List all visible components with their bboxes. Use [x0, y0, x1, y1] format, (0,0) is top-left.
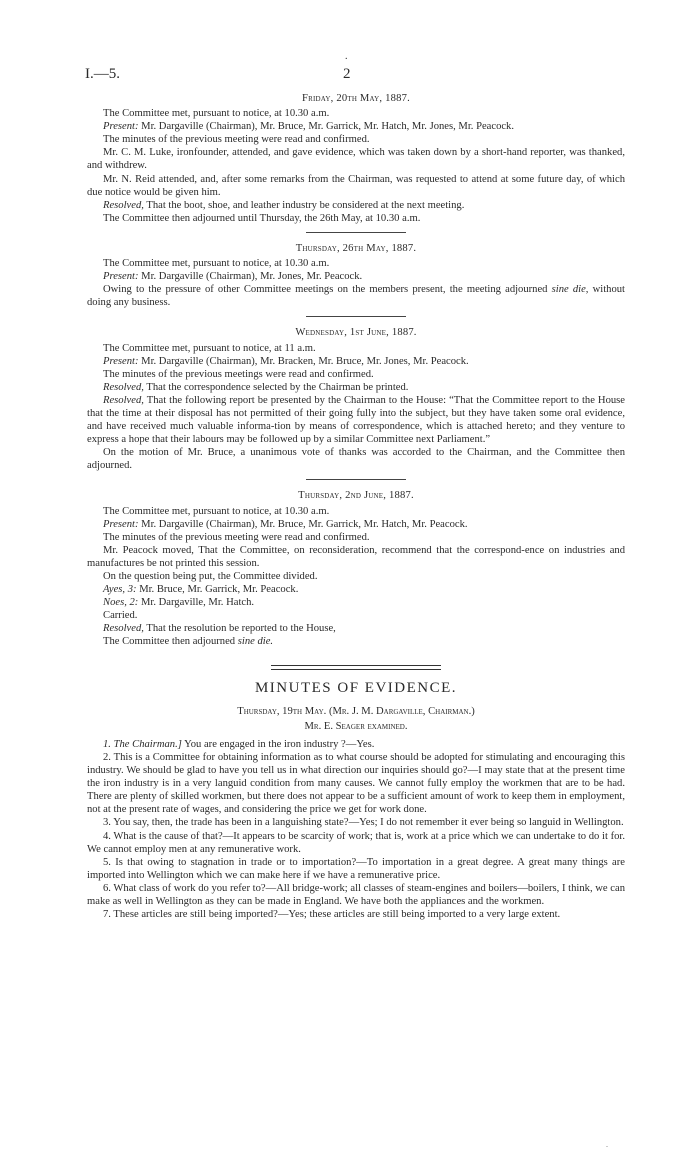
minutes-paragraph: [87, 544, 625, 570]
paragraph-text: That the resolution be reported to the House,: [143, 623, 336, 635]
minutes-paragraph: [87, 107, 625, 120]
paragraph-lead: Resolved,: [103, 199, 144, 211]
section-divider: [306, 316, 406, 317]
paragraph-text: Mr. Bruce, Mr. Garrick, Mr. Peacock.: [136, 584, 299, 596]
paragraph-text: You are engaged in the iron industry ?—Yes.: [181, 738, 375, 750]
paragraph-italic: sine die,: [551, 284, 589, 296]
minutes-paragraph: [87, 212, 625, 225]
meeting-date-heading: Thursday, 2nd June, 1887.: [298, 490, 414, 502]
evidence-session-line: Thursday, 19th May. (Mr. J. M. Dargaville, Chairman.): [237, 705, 475, 717]
evidence-paragraph: [87, 751, 625, 816]
section-divider: [306, 232, 406, 233]
paragraph-lead: Resolved,: [103, 394, 144, 406]
minutes-paragraph: [87, 446, 625, 472]
page-number: 2: [343, 66, 351, 82]
double-divider: [271, 665, 441, 670]
paragraph-text: The Committee met, pursuant to notice, at 10.30 a.m.: [103, 108, 330, 120]
paragraph-text: The Committee then adjourned until Thursday, the 26th May, at 10.30 a.m.: [103, 212, 421, 224]
witness-line: Mr. E. Seager examined.: [304, 720, 408, 732]
meeting-date-heading: Thursday, 26th May, 1887.: [295, 242, 417, 254]
paragraph-text: The minutes of the previous meetings were read and confirmed.: [103, 368, 374, 380]
paragraph-text: 7. These articles are still being imported?—Yes; these articles are still being imported to a very large extent.: [103, 909, 561, 921]
minutes-paragraph: [87, 342, 625, 355]
paragraph-tail: without doing any business.: [87, 284, 625, 309]
paragraph-text: Mr. Dargaville (Chairman), Mr. Bracken, Mr. Bruce, Mr. Jones, Mr. Peacock.: [138, 355, 469, 367]
evidence-paragraph: [87, 856, 625, 882]
paragraph-lead: Resolved,: [103, 623, 144, 635]
section-divider: [306, 479, 406, 480]
minutes-paragraph: [87, 270, 625, 283]
footer-mark: .: [606, 1140, 608, 1149]
paragraph-text: Mr. N. Reid attended, and, after some remarks from the Chairman, was requested to attend at some future day, of which due notice would be given him.: [87, 173, 625, 198]
minutes-paragraph: [87, 635, 625, 648]
minutes-paragraph: [87, 583, 625, 596]
paragraph-text: The minutes of the previous meeting were read and confirmed.: [103, 134, 370, 146]
paragraph-lead: Resolved,: [103, 381, 144, 393]
minutes-paragraph: [87, 596, 625, 609]
paragraph-text: 3. You say, then, the trade has been in a languishing state?—Yes; I do not remember it ever being so languid in Wellington.: [103, 817, 624, 829]
minutes-paragraph: [87, 173, 625, 199]
paragraph-text: Mr. C. M. Luke, ironfounder, attended, and gave evidence, which was taken down by a short-hand reporter, was thanked, and withdrew.: [87, 147, 625, 172]
paragraph-lead: Present:: [103, 121, 139, 133]
page-reference: I.—5.: [85, 66, 120, 82]
minutes-paragraph: [87, 283, 625, 309]
paragraph-text: 6. What class of work do you refer to?—All bridge-work; all classes of steam-engines and boilers—boilers, I think, we can make as well in Wellington as they can be made in England. We have both the appliances and the workmen.: [87, 882, 625, 907]
minutes-paragraph: [87, 381, 625, 394]
paragraph-text: Mr. Dargaville (Chairman), Mr. Bruce, Mr. Garrick, Mr. Hatch, Mr. Jones, Mr. Peacock.: [138, 121, 515, 133]
paragraph-text: On the question being put, the Committee divided.: [103, 571, 318, 582]
minutes-paragraph: [87, 120, 625, 133]
paragraph-text: Mr. Peacock moved, That the Committee, on reconsideration, recommend that the correspond-ence on industries and manufactures be not printed this session.: [87, 544, 625, 569]
evidence-paragraph: [87, 908, 625, 921]
minutes-paragraph: [87, 133, 625, 146]
minutes-paragraph: [87, 199, 625, 212]
minutes-paragraph: [87, 368, 625, 381]
paragraph-lead: Present:: [103, 355, 139, 367]
paragraph-text: The minutes of the previous meeting were read and confirmed.: [103, 531, 370, 543]
minutes-paragraph: [87, 394, 625, 446]
paragraph-text: That the correspondence selected by the Chairman be printed.: [143, 381, 409, 393]
body-column: [87, 92, 625, 921]
minutes-paragraph: [87, 505, 625, 518]
minutes-paragraph: [87, 609, 625, 622]
paragraph-lead: Noes, 2:: [103, 597, 139, 609]
paragraph-text: 4. What is the cause of that?—It appears to be scarcity of work; that is, work at a price which we can undertake to do it for. We cannot employ men at any remunerative work.: [87, 830, 625, 855]
minutes-paragraph: [87, 622, 625, 635]
minutes-paragraph: [87, 257, 625, 270]
paragraph-text: 5. Is that owing to stagnation in trade or to importation?—To importation in a great degree. A great many things are imported into Wellington which we can make here if we have a remunerative price.: [87, 856, 625, 881]
minutes-paragraph: [87, 531, 625, 544]
paragraph-text: The Committee met, pursuant to notice, at 10.30 a.m.: [103, 505, 330, 517]
minutes-paragraph: [87, 570, 625, 583]
paragraph-text: That the boot, shoe, and leather industry be considered at the next meeting.: [143, 199, 465, 211]
minutes-paragraph: [87, 518, 625, 531]
evidence-paragraph: [87, 738, 625, 751]
minutes-paragraph: [87, 146, 625, 172]
paragraph-text: Owing to the pressure of other Committee meetings on the members present, the meeting adjourned: [103, 284, 552, 296]
paragraph-lead: Present:: [103, 271, 139, 283]
paragraph-text: 2. This is a Committee for obtaining information as to what course should be adopted for stimulating and encouraging this industry. We should be glad to have you tell us in what direction our inquiries should go?—I may state that at the present time the iron industry is in a very languid condition from many causes. We cannot fully employ the workmen that are to be had. There are plenty of skilled workmen, but there does not appear to be a sufficient amount of work to keep them in employment, not at the present rate of wages, and considering the price we get for work done.: [87, 751, 625, 816]
paragraph-text: Mr. Dargaville, Mr. Hatch.: [138, 597, 255, 609]
paragraph-lead: Ayes, 3:: [103, 584, 137, 596]
paragraph-text: Mr. Dargaville (Chairman), Mr. Bruce, Mr. Garrick, Mr. Hatch, Mr. Peacock.: [138, 518, 468, 530]
paragraph-text: The Committee met, pursuant to notice, at 10.30 a.m.: [103, 258, 330, 270]
paragraph-italic: sine die.: [237, 636, 274, 648]
meeting-date-heading: Wednesday, 1st June, 1887.: [295, 327, 417, 339]
paragraph-text: The Committee met, pursuant to notice, at 11 a.m.: [103, 342, 316, 354]
paragraph-lead: 1. The Chairman.]: [103, 738, 182, 750]
paragraph-lead: Present:: [103, 518, 139, 530]
evidence-paragraph: [87, 830, 625, 856]
meeting-date-heading: Friday, 20th May, 1887.: [302, 93, 410, 104]
top-mark: .: [345, 51, 348, 62]
evidence-paragraph: [87, 882, 625, 908]
paragraph-text: The Committee then adjourned: [103, 636, 238, 648]
evidence-title: MINUTES OF EVIDENCE.: [254, 679, 458, 696]
minutes-paragraph: [87, 355, 625, 368]
paragraph-text: On the motion of Mr. Bruce, a unanimous vote of thanks was accorded to the Chairman, and the Committee then adjourned.: [87, 447, 625, 472]
evidence-paragraph: [87, 816, 625, 829]
paragraph-text: That the following report be presented by the Chairman to the House: “That the Committee report to the House that the time at their disposal has not permitted of their going fully into the subject, but they have taken some oral evidence, and have received much valuable informa-tion by means of correspondence, which is attached hereto; and they venture to express a hope that their labours may be followed up by a similar Committee next Parliament.”: [87, 394, 625, 446]
paragraph-text: Mr. Dargaville (Chairman), Mr. Jones, Mr. Peacock.: [138, 271, 363, 283]
paragraph-text: Carried.: [103, 610, 138, 622]
